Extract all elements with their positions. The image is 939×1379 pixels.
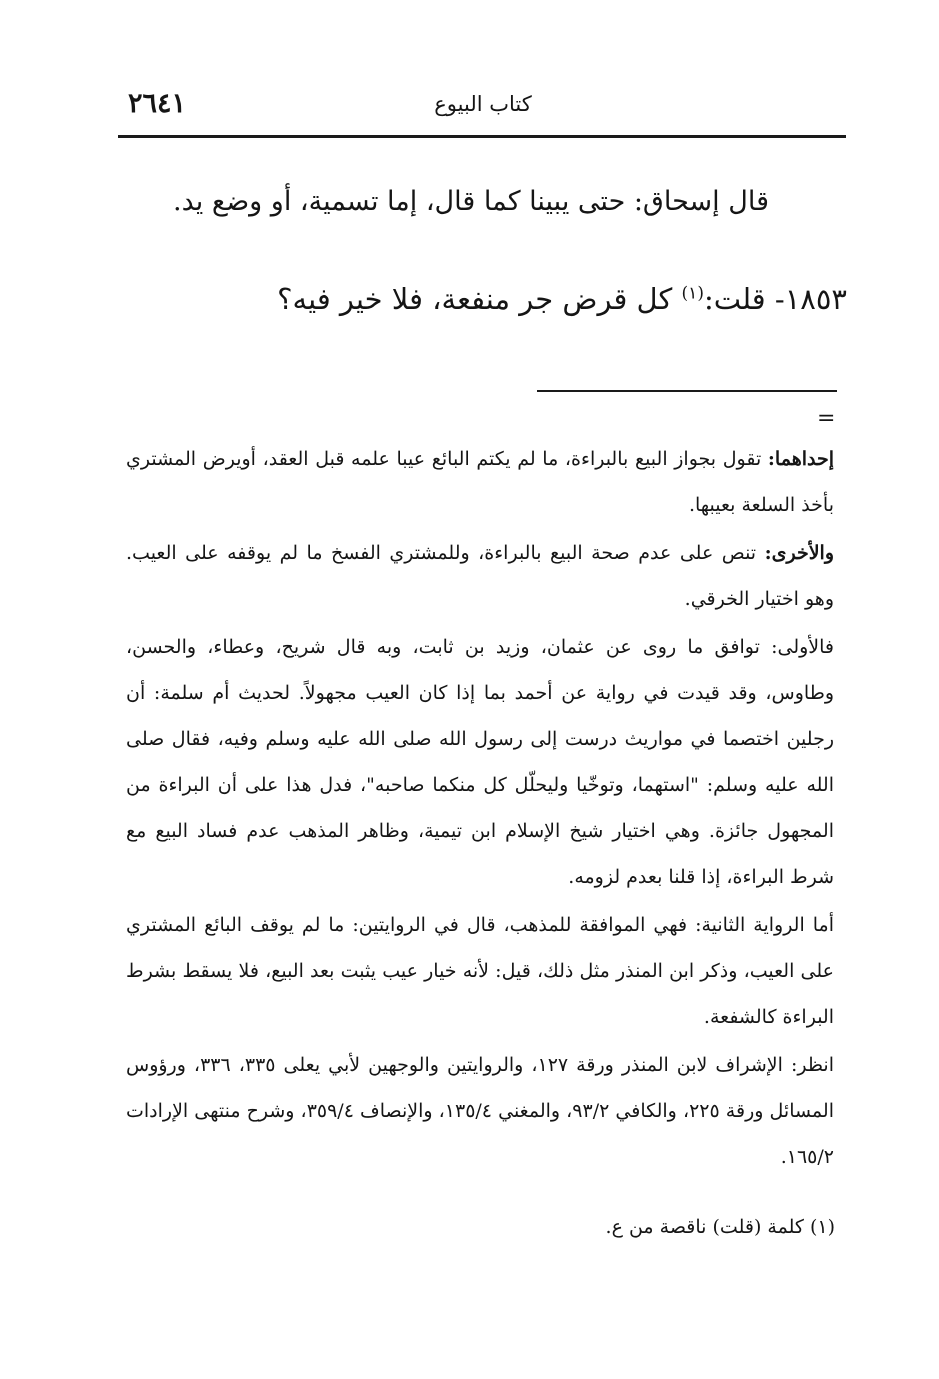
footnotes-block	[126, 436, 834, 1182]
page-header	[120, 88, 846, 130]
footnote-1: (١) كلمة (قلت) ناقصة من ع.	[605, 1216, 835, 1238]
paragraph-text: تنص على عدم صحة البيع بالبراءة، وللمشتري الفسخ ما لم يوقفه على العيب. وهو اختيار الخرقي.	[126, 542, 834, 610]
main-text-line-2	[277, 282, 847, 316]
running-title: كتاب البيوع	[434, 92, 532, 116]
footnote-marker: (١)	[681, 283, 704, 304]
footnote-separator	[537, 390, 837, 392]
paragraph-lead: والأخرى:	[764, 542, 834, 564]
paragraph-text: تقول بجواز البيع بالبراءة، ما لم يكتم البائع عيبا علمه قبل العقد، أويرض المشتري بأخذ السلعة بعيبها.	[126, 448, 834, 516]
paragraph-lead: إحداهما:	[767, 448, 834, 470]
footnote-paragraph-3: فالأولى: توافق ما روى عن عثمان، وزيد بن ثابت، وبه قال شريح، وعطاء، والحسن، وطاوس، وقد قيدت في رواية عن أحمد بما إذا كان العيب مجهولاً. لحديث أم سلمة: أن رجلين اختصما في مواريث درست إلى رسول الله صلى الله عليه وسلم وفيه، فقال صلى الله عليه وسلم: "استهما، وتوخّيا وليحلّل كل منكما صاحبه"، فدل هذا على أن البراءة من المجهول جائزة. وهي اختيار شيخ الإسلام ابن تيمية، وظاهر المذهب عدم فساد البيع مع شرط البراءة، إذا قلنا بعدم لزومه.	[126, 636, 834, 888]
question-text: كل قرض جر منفعة، فلا خير فيه؟	[277, 282, 682, 316]
header-rule	[118, 135, 846, 138]
main-text-line-1: قال إسحاق: حتى يبينا كما قال، إما تسمية، أو وضع يد.	[173, 186, 769, 217]
continuation-mark: =	[817, 406, 836, 431]
footnote-paragraph-1	[126, 436, 834, 528]
footnote-paragraph-4: أما الرواية الثانية: فهي الموافقة للمذهب، قال في الروايتين: ما لم يوقف البائع المشتري على العيب، وذكر ابن المنذر مثل ذلك، قيل: لأنه خيار عيب يثبت بعد البيع، فلا يسقط بشرط البراءة كالشفعة.	[126, 914, 834, 1028]
question-prefix: ١٨٥٣- قلت:	[703, 282, 847, 316]
footnote-paragraph-2	[126, 530, 834, 622]
footnote-paragraph-5: انظر: الإشراف لابن المنذر ورقة ١٢٧، والروايتين والوجهين لأبي يعلى ٣٣٥، ٣٣٦، ورؤوس المسائل ورقة ٢٢٥، والكافي ٩٣/٢، والمغني ١٣٥/٤، والإنصاف ٣٥٩/٤، وشرح منتهى الإرادات ١٦٥/٢.	[126, 1054, 834, 1168]
page-number: ٢٦٤١	[128, 88, 187, 119]
